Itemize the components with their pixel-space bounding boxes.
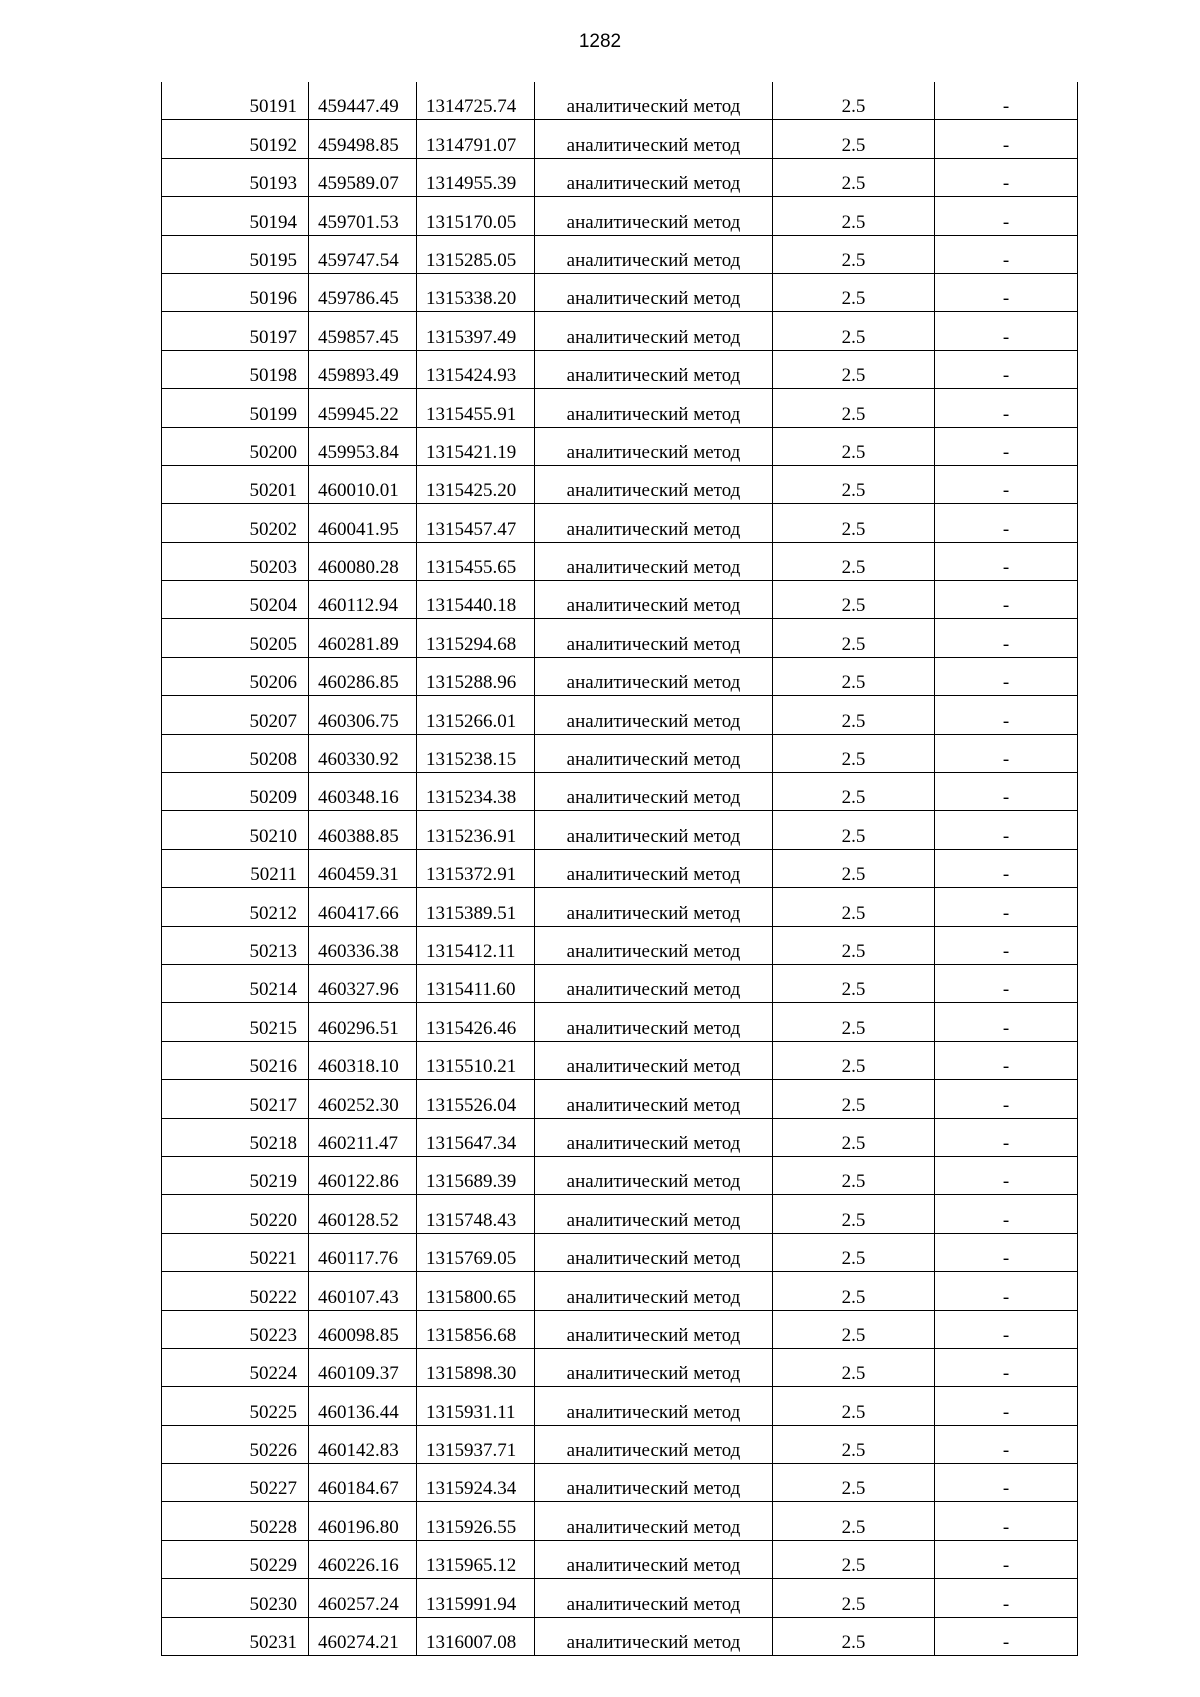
y-coordinate-cell: 1315397.49 bbox=[417, 312, 535, 350]
point-number-cell: 50210 bbox=[162, 811, 309, 849]
point-number-cell: 50204 bbox=[162, 581, 309, 619]
precision-cell: 2.5 bbox=[773, 1195, 935, 1233]
x-coordinate-cell: 460388.85 bbox=[309, 811, 417, 849]
method-cell: аналитический метод bbox=[535, 542, 773, 580]
precision-cell: 2.5 bbox=[773, 1310, 935, 1348]
x-coordinate-cell: 460257.24 bbox=[309, 1579, 417, 1617]
y-coordinate-cell: 1315412.11 bbox=[417, 926, 535, 964]
point-number-cell: 50216 bbox=[162, 1041, 309, 1079]
table-row bbox=[162, 273, 1078, 311]
precision-cell: 2.5 bbox=[773, 350, 935, 388]
method-cell: аналитический метод bbox=[535, 273, 773, 311]
method-cell: аналитический метод bbox=[535, 197, 773, 235]
x-coordinate-cell: 460136.44 bbox=[309, 1387, 417, 1425]
precision-cell: 2.5 bbox=[773, 1233, 935, 1271]
y-coordinate-cell: 1315285.05 bbox=[417, 235, 535, 273]
method-cell: аналитический метод bbox=[535, 82, 773, 120]
y-coordinate-cell: 1315457.47 bbox=[417, 504, 535, 542]
x-coordinate-cell: 460211.47 bbox=[309, 1118, 417, 1156]
note-cell: - bbox=[935, 350, 1078, 388]
note-cell: - bbox=[935, 734, 1078, 772]
point-number-cell: 50226 bbox=[162, 1425, 309, 1463]
x-coordinate-cell: 460336.38 bbox=[309, 926, 417, 964]
point-number-cell: 50214 bbox=[162, 964, 309, 1002]
precision-cell: 2.5 bbox=[773, 120, 935, 158]
point-number-cell: 50227 bbox=[162, 1464, 309, 1502]
note-cell: - bbox=[935, 1118, 1078, 1156]
y-coordinate-cell: 1315526.04 bbox=[417, 1080, 535, 1118]
method-cell: аналитический метод bbox=[535, 657, 773, 695]
page-number: 1282 bbox=[578, 31, 622, 52]
table-row bbox=[162, 120, 1078, 158]
y-coordinate-cell: 1315372.91 bbox=[417, 849, 535, 887]
point-number-cell: 50202 bbox=[162, 504, 309, 542]
x-coordinate-cell: 460098.85 bbox=[309, 1310, 417, 1348]
note-cell: - bbox=[935, 1387, 1078, 1425]
point-number-cell: 50221 bbox=[162, 1233, 309, 1271]
x-coordinate-cell: 460330.92 bbox=[309, 734, 417, 772]
point-number-cell: 50194 bbox=[162, 197, 309, 235]
precision-cell: 2.5 bbox=[773, 696, 935, 734]
table-row bbox=[162, 1387, 1078, 1425]
table-row bbox=[162, 1464, 1078, 1502]
point-number-cell: 50207 bbox=[162, 696, 309, 734]
x-coordinate-cell: 460128.52 bbox=[309, 1195, 417, 1233]
point-number-cell: 50211 bbox=[162, 849, 309, 887]
table-row bbox=[162, 619, 1078, 657]
note-cell: - bbox=[935, 696, 1078, 734]
table-row bbox=[162, 197, 1078, 235]
y-coordinate-cell: 1315689.39 bbox=[417, 1156, 535, 1194]
precision-cell: 2.5 bbox=[773, 926, 935, 964]
note-cell: - bbox=[935, 1540, 1078, 1578]
method-cell: аналитический метод bbox=[535, 1041, 773, 1079]
note-cell: - bbox=[935, 657, 1078, 695]
x-coordinate-cell: 459857.45 bbox=[309, 312, 417, 350]
y-coordinate-cell: 1315647.34 bbox=[417, 1118, 535, 1156]
table-row bbox=[162, 1502, 1078, 1540]
method-cell: аналитический метод bbox=[535, 1502, 773, 1540]
table-row bbox=[162, 1540, 1078, 1578]
table-row bbox=[162, 1233, 1078, 1271]
x-coordinate-cell: 459945.22 bbox=[309, 389, 417, 427]
x-coordinate-cell: 459747.54 bbox=[309, 235, 417, 273]
method-cell: аналитический метод bbox=[535, 926, 773, 964]
table-row bbox=[162, 1003, 1078, 1041]
precision-cell: 2.5 bbox=[773, 1003, 935, 1041]
x-coordinate-cell: 459953.84 bbox=[309, 427, 417, 465]
point-number-cell: 50201 bbox=[162, 465, 309, 503]
note-cell: - bbox=[935, 427, 1078, 465]
table-row bbox=[162, 312, 1078, 350]
point-number-cell: 50191 bbox=[162, 82, 309, 120]
point-number-cell: 50198 bbox=[162, 350, 309, 388]
y-coordinate-cell: 1315510.21 bbox=[417, 1041, 535, 1079]
precision-cell: 2.5 bbox=[773, 1464, 935, 1502]
method-cell: аналитический метод bbox=[535, 1080, 773, 1118]
y-coordinate-cell: 1315170.05 bbox=[417, 197, 535, 235]
point-number-cell: 50228 bbox=[162, 1502, 309, 1540]
precision-cell: 2.5 bbox=[773, 389, 935, 427]
y-coordinate-cell: 1315238.15 bbox=[417, 734, 535, 772]
precision-cell: 2.5 bbox=[773, 197, 935, 235]
x-coordinate-cell: 460142.83 bbox=[309, 1425, 417, 1463]
point-number-cell: 50192 bbox=[162, 120, 309, 158]
precision-cell: 2.5 bbox=[773, 465, 935, 503]
point-number-cell: 50208 bbox=[162, 734, 309, 772]
table-row bbox=[162, 235, 1078, 273]
method-cell: аналитический метод bbox=[535, 465, 773, 503]
table-row bbox=[162, 427, 1078, 465]
precision-cell: 2.5 bbox=[773, 312, 935, 350]
point-number-cell: 50205 bbox=[162, 619, 309, 657]
y-coordinate-cell: 1315769.05 bbox=[417, 1233, 535, 1271]
note-cell: - bbox=[935, 773, 1078, 811]
precision-cell: 2.5 bbox=[773, 82, 935, 120]
table-row bbox=[162, 504, 1078, 542]
note-cell: - bbox=[935, 542, 1078, 580]
y-coordinate-cell: 1314725.74 bbox=[417, 82, 535, 120]
note-cell: - bbox=[935, 1080, 1078, 1118]
method-cell: аналитический метод bbox=[535, 696, 773, 734]
method-cell: аналитический метод bbox=[535, 888, 773, 926]
point-number-cell: 50199 bbox=[162, 389, 309, 427]
point-number-cell: 50217 bbox=[162, 1080, 309, 1118]
precision-cell: 2.5 bbox=[773, 773, 935, 811]
method-cell: аналитический метод bbox=[535, 1195, 773, 1233]
method-cell: аналитический метод bbox=[535, 504, 773, 542]
x-coordinate-cell: 459447.49 bbox=[309, 82, 417, 120]
point-number-cell: 50212 bbox=[162, 888, 309, 926]
table-row bbox=[162, 1156, 1078, 1194]
note-cell: - bbox=[935, 926, 1078, 964]
x-coordinate-cell: 460010.01 bbox=[309, 465, 417, 503]
note-cell: - bbox=[935, 197, 1078, 235]
method-cell: аналитический метод bbox=[535, 1464, 773, 1502]
y-coordinate-cell: 1315800.65 bbox=[417, 1272, 535, 1310]
x-coordinate-cell: 460122.86 bbox=[309, 1156, 417, 1194]
note-cell: - bbox=[935, 465, 1078, 503]
method-cell: аналитический метод bbox=[535, 350, 773, 388]
x-coordinate-cell: 460459.31 bbox=[309, 849, 417, 887]
precision-cell: 2.5 bbox=[773, 1156, 935, 1194]
note-cell: - bbox=[935, 619, 1078, 657]
table-row bbox=[162, 350, 1078, 388]
note-cell: - bbox=[935, 1272, 1078, 1310]
method-cell: аналитический метод bbox=[535, 581, 773, 619]
method-cell: аналитический метод bbox=[535, 773, 773, 811]
method-cell: аналитический метод bbox=[535, 389, 773, 427]
x-coordinate-cell: 460296.51 bbox=[309, 1003, 417, 1041]
x-coordinate-cell: 459893.49 bbox=[309, 350, 417, 388]
table-row bbox=[162, 1425, 1078, 1463]
precision-cell: 2.5 bbox=[773, 1617, 935, 1655]
x-coordinate-cell: 459498.85 bbox=[309, 120, 417, 158]
table-row bbox=[162, 1041, 1078, 1079]
note-cell: - bbox=[935, 1579, 1078, 1617]
x-coordinate-cell: 460117.76 bbox=[309, 1233, 417, 1271]
y-coordinate-cell: 1315898.30 bbox=[417, 1348, 535, 1386]
point-number-cell: 50230 bbox=[162, 1579, 309, 1617]
note-cell: - bbox=[935, 158, 1078, 196]
note-cell: - bbox=[935, 964, 1078, 1002]
y-coordinate-cell: 1314955.39 bbox=[417, 158, 535, 196]
table-row bbox=[162, 773, 1078, 811]
note-cell: - bbox=[935, 120, 1078, 158]
precision-cell: 2.5 bbox=[773, 427, 935, 465]
x-coordinate-cell: 460281.89 bbox=[309, 619, 417, 657]
note-cell: - bbox=[935, 1348, 1078, 1386]
point-number-cell: 50225 bbox=[162, 1387, 309, 1425]
x-coordinate-cell: 460327.96 bbox=[309, 964, 417, 1002]
precision-cell: 2.5 bbox=[773, 1540, 935, 1578]
precision-cell: 2.5 bbox=[773, 619, 935, 657]
point-number-cell: 50206 bbox=[162, 657, 309, 695]
y-coordinate-cell: 1315236.91 bbox=[417, 811, 535, 849]
y-coordinate-cell: 1316007.08 bbox=[417, 1617, 535, 1655]
precision-cell: 2.5 bbox=[773, 1118, 935, 1156]
precision-cell: 2.5 bbox=[773, 964, 935, 1002]
point-number-cell: 50203 bbox=[162, 542, 309, 580]
x-coordinate-cell: 460107.43 bbox=[309, 1272, 417, 1310]
point-number-cell: 50223 bbox=[162, 1310, 309, 1348]
y-coordinate-cell: 1314791.07 bbox=[417, 120, 535, 158]
method-cell: аналитический метод bbox=[535, 1540, 773, 1578]
table-row bbox=[162, 811, 1078, 849]
x-coordinate-cell: 460318.10 bbox=[309, 1041, 417, 1079]
precision-cell: 2.5 bbox=[773, 542, 935, 580]
y-coordinate-cell: 1315389.51 bbox=[417, 888, 535, 926]
precision-cell: 2.5 bbox=[773, 235, 935, 273]
method-cell: аналитический метод bbox=[535, 1310, 773, 1348]
precision-cell: 2.5 bbox=[773, 1080, 935, 1118]
precision-cell: 2.5 bbox=[773, 504, 935, 542]
method-cell: аналитический метод bbox=[535, 964, 773, 1002]
x-coordinate-cell: 460417.66 bbox=[309, 888, 417, 926]
method-cell: аналитический метод bbox=[535, 1579, 773, 1617]
note-cell: - bbox=[935, 235, 1078, 273]
point-number-cell: 50220 bbox=[162, 1195, 309, 1233]
y-coordinate-cell: 1315425.20 bbox=[417, 465, 535, 503]
y-coordinate-cell: 1315424.93 bbox=[417, 350, 535, 388]
table-row bbox=[162, 1579, 1078, 1617]
note-cell: - bbox=[935, 273, 1078, 311]
point-number-cell: 50215 bbox=[162, 1003, 309, 1041]
x-coordinate-cell: 460252.30 bbox=[309, 1080, 417, 1118]
precision-cell: 2.5 bbox=[773, 273, 935, 311]
y-coordinate-cell: 1315288.96 bbox=[417, 657, 535, 695]
point-number-cell: 50193 bbox=[162, 158, 309, 196]
method-cell: аналитический метод bbox=[535, 427, 773, 465]
table-row bbox=[162, 389, 1078, 427]
y-coordinate-cell: 1315455.65 bbox=[417, 542, 535, 580]
note-cell: - bbox=[935, 82, 1078, 120]
point-number-cell: 50224 bbox=[162, 1348, 309, 1386]
method-cell: аналитический метод bbox=[535, 1617, 773, 1655]
precision-cell: 2.5 bbox=[773, 1041, 935, 1079]
precision-cell: 2.5 bbox=[773, 849, 935, 887]
table-row bbox=[162, 465, 1078, 503]
precision-cell: 2.5 bbox=[773, 581, 935, 619]
x-coordinate-cell: 459786.45 bbox=[309, 273, 417, 311]
table-row bbox=[162, 1272, 1078, 1310]
point-number-cell: 50213 bbox=[162, 926, 309, 964]
table-row bbox=[162, 964, 1078, 1002]
precision-cell: 2.5 bbox=[773, 1272, 935, 1310]
table-row bbox=[162, 926, 1078, 964]
table-row bbox=[162, 581, 1078, 619]
table-row bbox=[162, 657, 1078, 695]
method-cell: аналитический метод bbox=[535, 1387, 773, 1425]
point-number-cell: 50229 bbox=[162, 1540, 309, 1578]
note-cell: - bbox=[935, 1310, 1078, 1348]
table-row bbox=[162, 1310, 1078, 1348]
precision-cell: 2.5 bbox=[773, 158, 935, 196]
y-coordinate-cell: 1315937.71 bbox=[417, 1425, 535, 1463]
note-cell: - bbox=[935, 312, 1078, 350]
x-coordinate-cell: 460112.94 bbox=[309, 581, 417, 619]
x-coordinate-cell: 460184.67 bbox=[309, 1464, 417, 1502]
y-coordinate-cell: 1315266.01 bbox=[417, 696, 535, 734]
y-coordinate-cell: 1315440.18 bbox=[417, 581, 535, 619]
point-number-cell: 50195 bbox=[162, 235, 309, 273]
table-row bbox=[162, 542, 1078, 580]
note-cell: - bbox=[935, 1041, 1078, 1079]
y-coordinate-cell: 1315926.55 bbox=[417, 1502, 535, 1540]
y-coordinate-cell: 1315455.91 bbox=[417, 389, 535, 427]
y-coordinate-cell: 1315748.43 bbox=[417, 1195, 535, 1233]
point-number-cell: 50231 bbox=[162, 1617, 309, 1655]
table-row bbox=[162, 888, 1078, 926]
table-row bbox=[162, 1195, 1078, 1233]
x-coordinate-cell: 460226.16 bbox=[309, 1540, 417, 1578]
point-number-cell: 50218 bbox=[162, 1118, 309, 1156]
precision-cell: 2.5 bbox=[773, 1425, 935, 1463]
note-cell: - bbox=[935, 1156, 1078, 1194]
precision-cell: 2.5 bbox=[773, 657, 935, 695]
table-body bbox=[162, 82, 1078, 1656]
y-coordinate-cell: 1315931.11 bbox=[417, 1387, 535, 1425]
table-row bbox=[162, 1348, 1078, 1386]
y-coordinate-cell: 1315965.12 bbox=[417, 1540, 535, 1578]
x-coordinate-cell: 460196.80 bbox=[309, 1502, 417, 1540]
method-cell: аналитический метод bbox=[535, 1156, 773, 1194]
y-coordinate-cell: 1315924.34 bbox=[417, 1464, 535, 1502]
table-row bbox=[162, 1118, 1078, 1156]
method-cell: аналитический метод bbox=[535, 811, 773, 849]
note-cell: - bbox=[935, 1617, 1078, 1655]
x-coordinate-cell: 460274.21 bbox=[309, 1617, 417, 1655]
x-coordinate-cell: 460306.75 bbox=[309, 696, 417, 734]
point-number-cell: 50219 bbox=[162, 1156, 309, 1194]
method-cell: аналитический метод bbox=[535, 312, 773, 350]
method-cell: аналитический метод bbox=[535, 1003, 773, 1041]
note-cell: - bbox=[935, 811, 1078, 849]
x-coordinate-cell: 460286.85 bbox=[309, 657, 417, 695]
precision-cell: 2.5 bbox=[773, 1348, 935, 1386]
table-row bbox=[162, 158, 1078, 196]
note-cell: - bbox=[935, 1195, 1078, 1233]
y-coordinate-cell: 1315421.19 bbox=[417, 427, 535, 465]
table-row bbox=[162, 849, 1078, 887]
method-cell: аналитический метод bbox=[535, 158, 773, 196]
method-cell: аналитический метод bbox=[535, 120, 773, 158]
note-cell: - bbox=[935, 1003, 1078, 1041]
y-coordinate-cell: 1315234.38 bbox=[417, 773, 535, 811]
note-cell: - bbox=[935, 389, 1078, 427]
method-cell: аналитический метод bbox=[535, 1425, 773, 1463]
method-cell: аналитический метод bbox=[535, 849, 773, 887]
note-cell: - bbox=[935, 1425, 1078, 1463]
x-coordinate-cell: 459701.53 bbox=[309, 197, 417, 235]
x-coordinate-cell: 460348.16 bbox=[309, 773, 417, 811]
precision-cell: 2.5 bbox=[773, 888, 935, 926]
point-number-cell: 50197 bbox=[162, 312, 309, 350]
note-cell: - bbox=[935, 581, 1078, 619]
method-cell: аналитический метод bbox=[535, 1118, 773, 1156]
note-cell: - bbox=[935, 888, 1078, 926]
y-coordinate-cell: 1315856.68 bbox=[417, 1310, 535, 1348]
y-coordinate-cell: 1315991.94 bbox=[417, 1579, 535, 1617]
point-number-cell: 50200 bbox=[162, 427, 309, 465]
point-number-cell: 50222 bbox=[162, 1272, 309, 1310]
note-cell: - bbox=[935, 504, 1078, 542]
table-row bbox=[162, 82, 1078, 120]
precision-cell: 2.5 bbox=[773, 1579, 935, 1617]
x-coordinate-cell: 459589.07 bbox=[309, 158, 417, 196]
note-cell: - bbox=[935, 849, 1078, 887]
note-cell: - bbox=[935, 1233, 1078, 1271]
y-coordinate-cell: 1315426.46 bbox=[417, 1003, 535, 1041]
note-cell: - bbox=[935, 1502, 1078, 1540]
table-row bbox=[162, 696, 1078, 734]
method-cell: аналитический метод bbox=[535, 734, 773, 772]
coordinates-table bbox=[161, 82, 1078, 1656]
x-coordinate-cell: 460041.95 bbox=[309, 504, 417, 542]
point-number-cell: 50196 bbox=[162, 273, 309, 311]
y-coordinate-cell: 1315411.60 bbox=[417, 964, 535, 1002]
precision-cell: 2.5 bbox=[773, 1387, 935, 1425]
method-cell: аналитический метод bbox=[535, 619, 773, 657]
table-row bbox=[162, 1617, 1078, 1655]
precision-cell: 2.5 bbox=[773, 734, 935, 772]
method-cell: аналитический метод bbox=[535, 1272, 773, 1310]
precision-cell: 2.5 bbox=[773, 1502, 935, 1540]
method-cell: аналитический метод bbox=[535, 1233, 773, 1271]
method-cell: аналитический метод bbox=[535, 235, 773, 273]
table-row bbox=[162, 734, 1078, 772]
x-coordinate-cell: 460109.37 bbox=[309, 1348, 417, 1386]
note-cell: - bbox=[935, 1464, 1078, 1502]
y-coordinate-cell: 1315338.20 bbox=[417, 273, 535, 311]
table-row bbox=[162, 1080, 1078, 1118]
y-coordinate-cell: 1315294.68 bbox=[417, 619, 535, 657]
method-cell: аналитический метод bbox=[535, 1348, 773, 1386]
precision-cell: 2.5 bbox=[773, 811, 935, 849]
point-number-cell: 50209 bbox=[162, 773, 309, 811]
x-coordinate-cell: 460080.28 bbox=[309, 542, 417, 580]
